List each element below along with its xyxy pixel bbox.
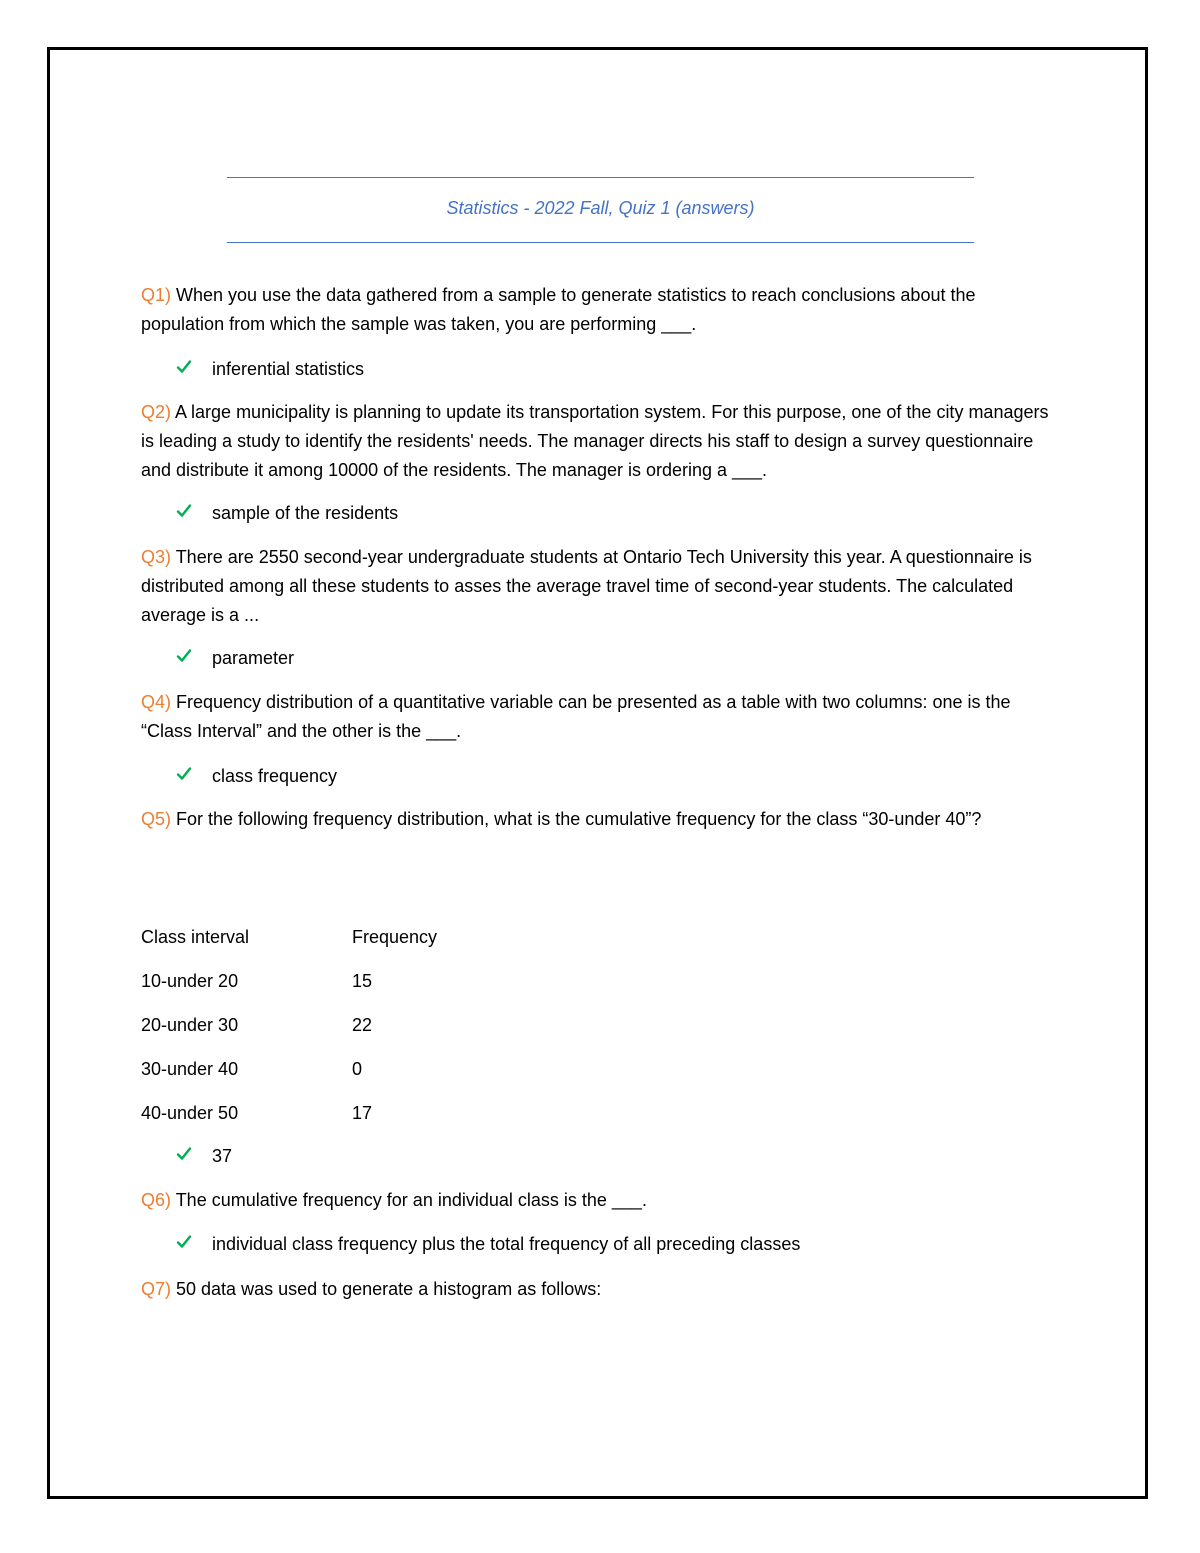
question-text: There are 2550 second-year undergraduate students at Ontario Tech University this year. A questionnaire is distributed among all these students to asses the average travel time of second-year students. The calculated average is a ... bbox=[141, 547, 1032, 625]
question-5 bbox=[141, 805, 1061, 834]
question-2 bbox=[141, 398, 1061, 485]
table-header-class-interval: Class interval bbox=[141, 927, 250, 947]
question-text: The cumulative frequency for an individual class is the ___. bbox=[171, 1190, 647, 1210]
table-header-frequency: Frequency bbox=[352, 927, 438, 947]
document-title: Statistics - 2022 Fall, Quiz 1 (answers) bbox=[446, 198, 755, 218]
question-label: Q7) bbox=[141, 1279, 172, 1299]
answer-text: inferential statistics bbox=[212, 359, 365, 379]
question-text: A large municipality is planning to update its transportation system. For this purpose, one of the city managers is leading a study to identify the residents' needs. The manager directs his staff to design a survey questionnaire and distribute it among 10000 of the residents. The manager is ordering a ___. bbox=[141, 402, 1049, 480]
table-cell-class: 40-under 50 bbox=[141, 1103, 239, 1123]
answer-text: individual class frequency plus the total frequency of all preceding classes bbox=[212, 1234, 801, 1254]
question-7 bbox=[141, 1275, 1061, 1304]
table-cell-frequency: 15 bbox=[352, 971, 373, 991]
question-label: Q6) bbox=[141, 1190, 172, 1210]
question-text: 50 data was used to generate a histogram as follows: bbox=[171, 1279, 602, 1299]
question-6 bbox=[141, 1186, 1061, 1215]
table-cell-class: 20-under 30 bbox=[141, 1015, 239, 1035]
answer-text: parameter bbox=[212, 648, 295, 668]
question-4 bbox=[141, 688, 1061, 746]
question-text: When you use the data gathered from a sample to generate statistics to reach conclusions about the population from which the sample was taken, you are performing ___. bbox=[141, 285, 976, 334]
answer-text: class frequency bbox=[212, 766, 338, 786]
answer-3 bbox=[176, 646, 295, 670]
question-label: Q5) bbox=[141, 809, 172, 829]
checkmark-icon bbox=[176, 359, 192, 375]
answer-1 bbox=[176, 357, 365, 381]
question-3 bbox=[141, 543, 1061, 630]
question-label: Q3) bbox=[141, 547, 172, 567]
table-cell-frequency: 17 bbox=[352, 1103, 373, 1123]
question-text: Frequency distribution of a quantitative variable can be presented as a table with two columns: one is the “Class Interval” and the other is the ___. bbox=[141, 692, 1011, 741]
table-cell-class: 30-under 40 bbox=[141, 1059, 239, 1079]
answer-text: 37 bbox=[212, 1146, 233, 1166]
title-rule-top bbox=[227, 177, 974, 178]
question-1 bbox=[141, 281, 1061, 339]
checkmark-icon bbox=[176, 1234, 192, 1250]
question-label: Q4) bbox=[141, 692, 172, 712]
answer-5 bbox=[176, 1144, 233, 1168]
checkmark-icon bbox=[176, 503, 192, 519]
answer-text: sample of the residents bbox=[212, 503, 399, 523]
question-label: Q1) bbox=[141, 285, 172, 305]
checkmark-icon bbox=[176, 1146, 192, 1162]
table-cell-frequency: 22 bbox=[352, 1015, 373, 1035]
answer-4 bbox=[176, 764, 338, 788]
answer-2 bbox=[176, 501, 399, 525]
table-cell-class: 10-under 20 bbox=[141, 971, 239, 991]
checkmark-icon bbox=[176, 766, 192, 782]
answer-6 bbox=[176, 1232, 801, 1256]
title-rule-bottom bbox=[227, 242, 974, 243]
table-cell-frequency: 0 bbox=[352, 1059, 363, 1079]
question-label: Q2) bbox=[141, 402, 172, 422]
question-text: For the following frequency distribution, what is the cumulative frequency for the class “30-under 40”? bbox=[171, 809, 982, 829]
checkmark-icon bbox=[176, 648, 192, 664]
